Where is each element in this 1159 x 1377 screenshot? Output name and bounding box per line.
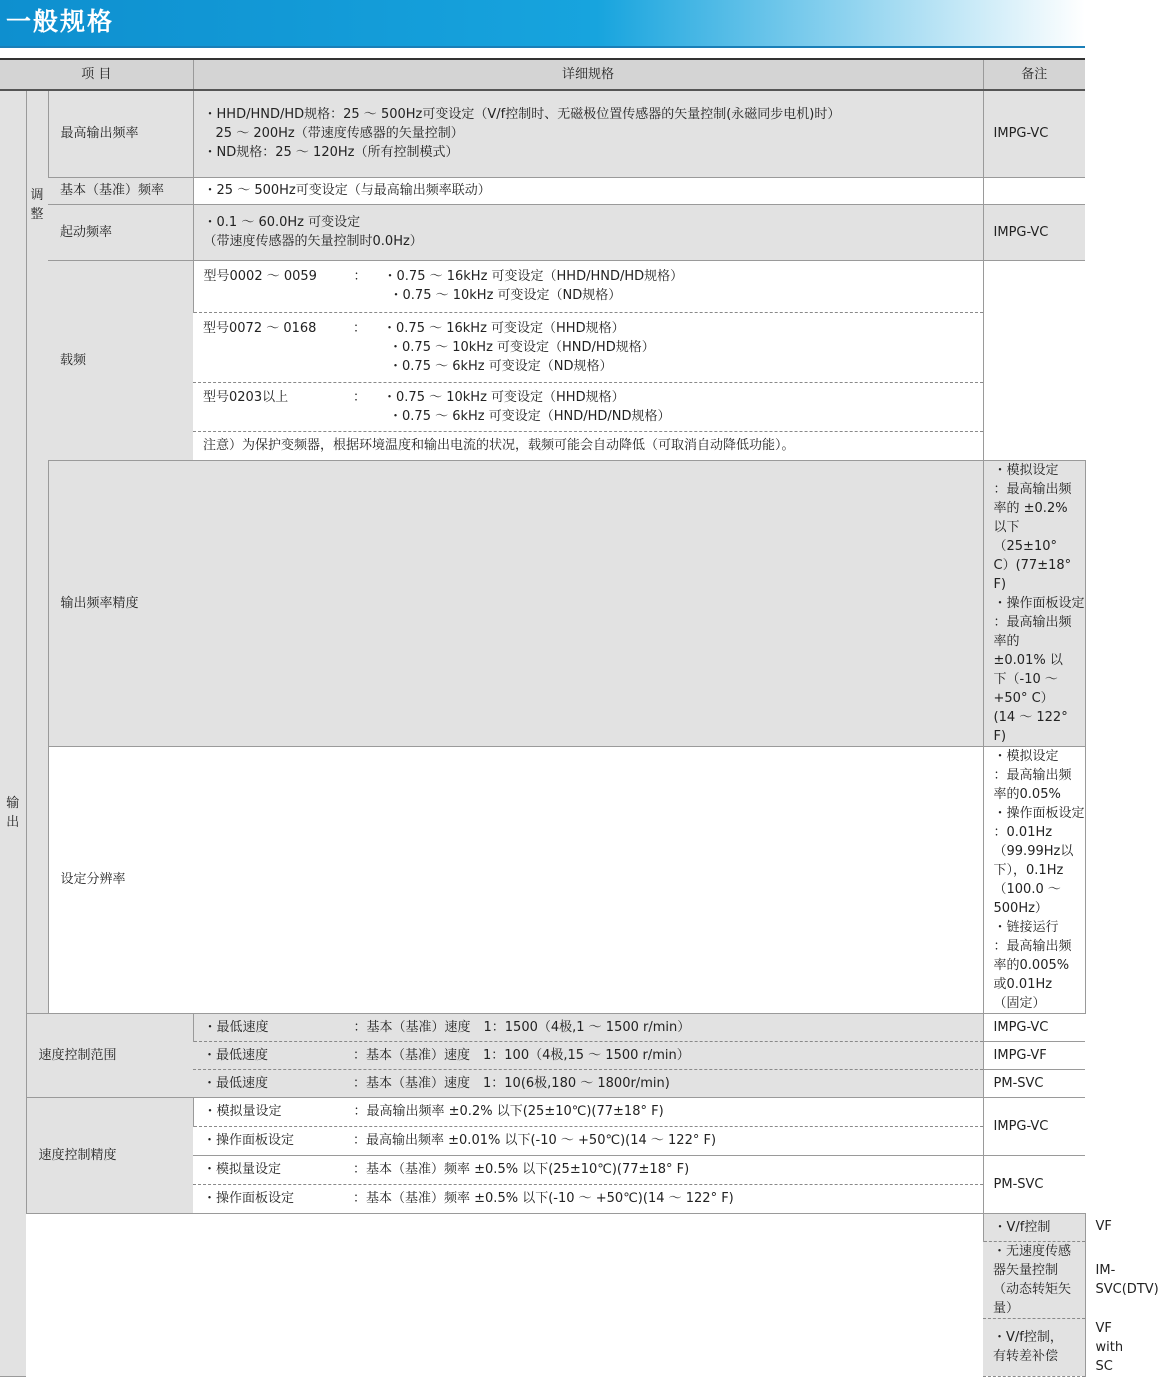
row-label: 速度控制范围 xyxy=(26,1013,193,1097)
table-row: ・V/f控制，有转差补偿 VF with SC xyxy=(0,1318,1085,1376)
spec-cell: ・无速度传感器矢量控制（动态转矩矢量） xyxy=(983,1241,1085,1318)
spec-cell: ・最低速度 ：基本（基准）速度 1：1500（4极,1 ～ 1500 r/min） xyxy=(193,1013,983,1041)
spec-cell: 型号0203以上 ： ・0.75 ～ 10kHz 可变设定（HHD规格） ・0.75 ～ 6kHz 可变设定（HND/HD/ND规格） xyxy=(193,382,983,431)
table-row xyxy=(0,746,1085,1013)
remark-cell: IMPG-VC xyxy=(983,1013,1085,1041)
remark-cell: IMPG-VC xyxy=(983,90,1085,177)
table-row xyxy=(0,90,1085,177)
remark-cell: PM-SVC xyxy=(983,1069,1085,1097)
header-remark: 备注 xyxy=(983,59,1085,90)
spec-cell: ・模拟量设定 ：最高输出频率 ±0.2% 以下(25±10℃)(77±18° F) xyxy=(193,1097,983,1126)
spec-cell: ・HHD/HND/HD规格：25 ～ 500Hz可变设定（V/f控制时、无磁极位置传感器的矢量控制(永磁同步电机)时） 25 ～ 200Hz（带速度传感器的矢量控制） ・ND规格：25 ～ 120Hz（所有控制模式） xyxy=(193,90,983,177)
table-row xyxy=(0,177,1085,204)
remark-cell: PM-SVC xyxy=(983,1155,1085,1213)
table-row: ・无速度传感器矢量控制（动态转矩矢量） IM-SVC(DTV) xyxy=(0,1241,1085,1318)
row-label: 最高输出频率 xyxy=(48,90,193,177)
spec-cell: ・最低速度 ：基本（基准）速度 1：100（4极,15 ～ 1500 r/min） xyxy=(193,1041,983,1069)
spec-cell: ・操作面板设定 ：基本（基准）频率 ±0.5% 以下(-10 ～ +50℃)(14 ～ 122° F) xyxy=(193,1184,983,1213)
row-label: 基本（基准）频率 xyxy=(48,177,193,204)
group-output: 输 出 xyxy=(0,90,26,1376)
remark-cell: IMPG-VC xyxy=(983,1097,1085,1155)
row-label: 设定分辨率 xyxy=(48,746,983,1013)
spec-table xyxy=(0,58,1159,1377)
row-label xyxy=(26,1213,983,1376)
spec-cell: ・V/f控制，有转差补偿 xyxy=(983,1318,1085,1376)
spec-cell: ・最低速度 ：基本（基准）速度 1：10(6极,180 ～ 1800r/min) xyxy=(193,1069,983,1097)
spec-cell: ・模拟设定：最高输出频率的 ±0.2% 以下（25±10° C）(77±18° F) ・操作面板设定：最高输出频率的 ±0.01% 以下（-10 ～ +50° C）(14 ～ 122° F) xyxy=(983,460,1085,746)
page-title: 一般规格 xyxy=(6,7,115,36)
spec-cell: ・V/f控制 xyxy=(983,1213,1085,1241)
remark-cell: IMPG-VF xyxy=(983,1041,1085,1069)
remark-cell: IMPG-VC xyxy=(983,204,1085,260)
header-spec: 详细规格 xyxy=(193,59,983,90)
remark-cell xyxy=(983,260,1085,460)
row-label: 载频 xyxy=(48,260,193,460)
table-row xyxy=(0,204,1085,260)
header-item: 项 目 xyxy=(0,59,193,90)
spec-note: 注意）为保护变频器，根据环境温度和输出电流的状况，载频可能会自动降低（可取消自动降低功能）。 xyxy=(193,431,983,460)
spec-cell: ・操作面板设定 ：最高输出频率 ±0.01% 以下(-10 ～ +50℃)(14 ～ 122° F) xyxy=(193,1126,983,1155)
table-row xyxy=(0,460,1085,746)
table-row: ・V/f控制 VF xyxy=(0,1213,1085,1241)
spec-cell: ・模拟量设定 ：基本（基准）频率 ±0.5% 以下(25±10℃)(77±18° F) xyxy=(193,1155,983,1184)
spec-cell: ・0.1 ～ 60.0Hz 可变设定 （带速度传感器的矢量控制时0.0Hz） xyxy=(193,204,983,260)
table-row xyxy=(0,260,1085,312)
spec-cell: ・模拟设定：最高输出频率的0.05% ・操作面板设定：0.01Hz（99.99Hz以下），0.1Hz（100.0 ～ 500Hz） ・链接运行：最高输出频率的0.005%或0.01Hz（固定） xyxy=(983,746,1085,1013)
row-label: 起动频率 xyxy=(48,204,193,260)
remark-cell xyxy=(983,177,1085,204)
group-adjust: 调 整 xyxy=(26,90,48,1013)
title-rule xyxy=(0,46,1085,48)
spec-cell: ・25 ～ 500Hz可变设定（与最高输出频率联动） xyxy=(193,177,983,204)
spec-cell: 型号0002 ～ 0059 ： ・0.75 ～ 16kHz 可变设定（HHD/HND/HD规格） ・0.75 ～ 10kHz 可变设定（ND规格） xyxy=(193,260,983,312)
row-label: 输出频率精度 xyxy=(48,460,983,746)
row-label: 速度控制精度 xyxy=(26,1097,193,1213)
table-row xyxy=(0,1097,1085,1126)
spec-cell: 型号0072 ～ 0168 ： ・0.75 ～ 16kHz 可变设定（HHD规格） ・0.75 ～ 10kHz 可变设定（HND/HD规格） ・0.75 ～ 6kHz 可变设定（ND规格） xyxy=(193,312,983,382)
table-header xyxy=(0,59,1085,90)
title-bar xyxy=(0,0,1085,46)
table-row xyxy=(0,1013,1085,1041)
